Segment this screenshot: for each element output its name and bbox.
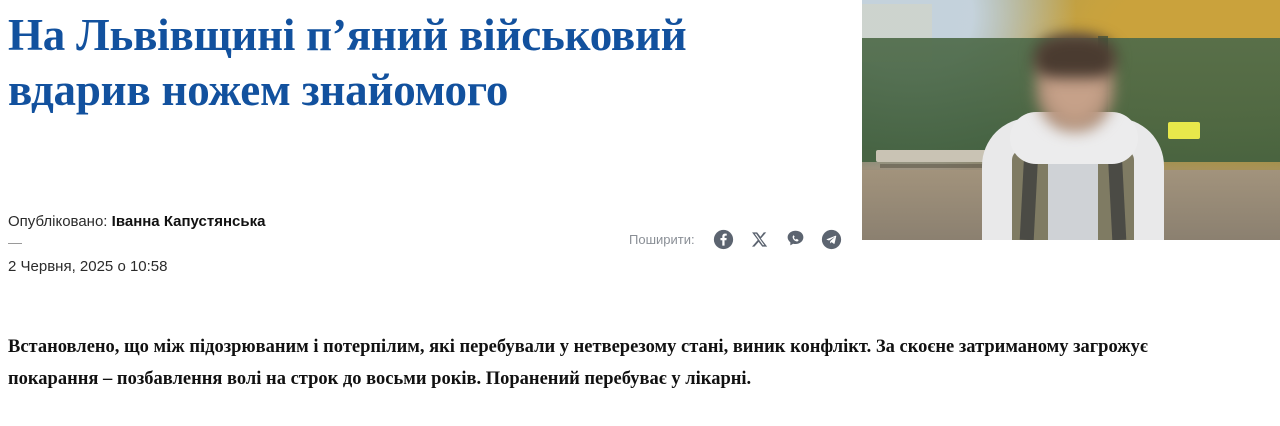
viber-icon[interactable] <box>785 228 807 250</box>
telegram-icon[interactable] <box>821 228 843 250</box>
article-photo <box>862 0 1280 240</box>
published-label: Опубліковано: <box>8 213 108 230</box>
article-body: Встановлено, що між підозрюваним і потерпілим, які перебували у нетверезому стані, виник конфлікт. За скоєне затриманому загрожує покарання – позбавлення волі на строк до восьми років. Поранений перебуває у лікарні. <box>8 337 1148 389</box>
x-twitter-icon[interactable] <box>749 228 771 250</box>
publish-timestamp: 2 Червня, 2025 о 10:58 <box>8 258 168 275</box>
yellow-badge <box>1168 122 1200 139</box>
byline <box>8 213 265 230</box>
photo-bench <box>876 150 994 162</box>
page-title: На Львівщині п’яний військовий вдарив ножем знайомого <box>8 10 687 115</box>
share-label: Поширити: <box>629 231 695 247</box>
facebook-icon[interactable] <box>713 228 735 250</box>
subject-shirt <box>1048 152 1098 240</box>
byline-divider <box>8 243 22 244</box>
author-name[interactable]: Іванна Капустянська <box>111 213 266 230</box>
subject-hair <box>1034 34 1116 78</box>
share-row <box>629 228 843 250</box>
